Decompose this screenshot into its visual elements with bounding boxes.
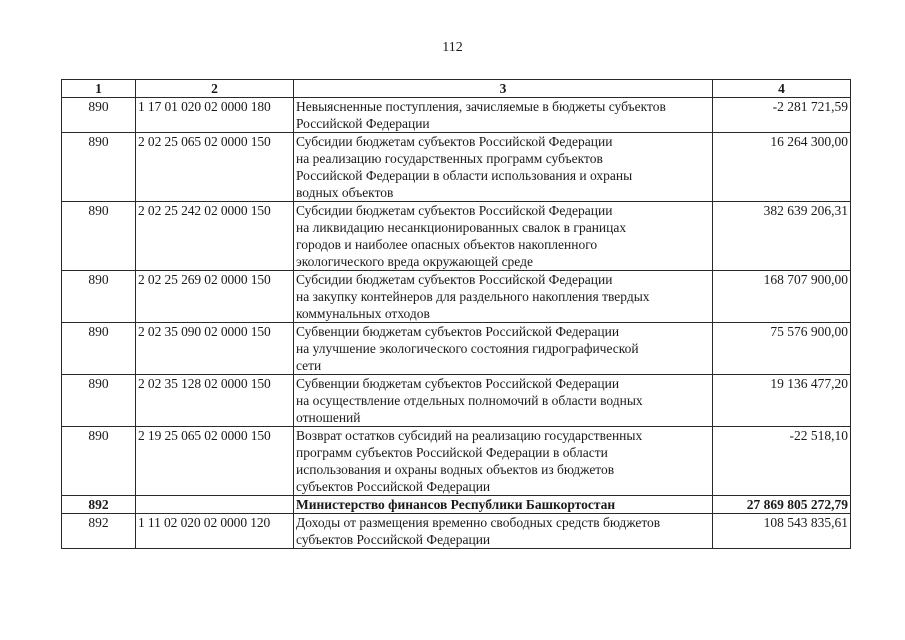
description-line: Российской Федерации в области использования и охраны xyxy=(296,168,633,183)
description-line: Субсидии бюджетам субъектов Российской Федерации xyxy=(296,272,613,287)
cell-amount: 108 543 835,61 xyxy=(713,514,851,549)
header-col-1: 1 xyxy=(62,80,136,98)
cell-budget-code: 2 02 25 242 02 0000 150 xyxy=(136,202,294,271)
table-row xyxy=(62,323,851,375)
cell-description xyxy=(294,496,713,514)
table-row xyxy=(62,98,851,133)
table-row-total xyxy=(62,496,851,514)
cell-description xyxy=(294,202,713,271)
cell-description xyxy=(294,323,713,375)
description-line: на улучшение экологического состояния гидрографической xyxy=(296,341,639,356)
description-line: Министерство финансов Республики Башкортостан xyxy=(296,497,616,512)
description-line: программ субъектов Российской Федерации в области xyxy=(296,445,608,460)
cell-amount: 382 639 206,31 xyxy=(713,202,851,271)
description-line: городов и наиболее опасных объектов накопленного xyxy=(296,237,598,252)
cell-admin-code: 892 xyxy=(62,514,136,549)
cell-admin-code: 890 xyxy=(62,375,136,427)
cell-admin-code: 890 xyxy=(62,323,136,375)
cell-budget-code: 2 02 25 269 02 0000 150 xyxy=(136,271,294,323)
description-line: Субсидии бюджетам субъектов Российской Федерации xyxy=(296,203,613,218)
description-line: Российской Федерации xyxy=(296,116,430,131)
cell-description xyxy=(294,427,713,496)
cell-amount: 75 576 900,00 xyxy=(713,323,851,375)
cell-amount: 19 136 477,20 xyxy=(713,375,851,427)
table-body xyxy=(62,98,851,549)
description-line: Субсидии бюджетам субъектов Российской Федерации xyxy=(296,134,613,149)
cell-budget-code xyxy=(136,496,294,514)
cell-amount: -2 281 721,59 xyxy=(713,98,851,133)
cell-description xyxy=(294,133,713,202)
description-line: сети xyxy=(296,358,322,373)
description-line: субъектов Российской Федерации xyxy=(296,532,491,547)
header-col-3: 3 xyxy=(294,80,713,98)
description-line: экологического вреда окружающей среде xyxy=(296,254,533,269)
description-line: Невыясненные поступления, зачисляемые в бюджеты субъектов xyxy=(296,99,666,114)
table-row xyxy=(62,202,851,271)
cell-admin-code: 890 xyxy=(62,427,136,496)
cell-budget-code: 2 02 35 128 02 0000 150 xyxy=(136,375,294,427)
description-line: на осуществление отдельных полномочий в области водных xyxy=(296,393,643,408)
description-line: Доходы от размещения временно свободных средств бюджетов xyxy=(296,515,661,530)
description-line: на ликвидацию несанкционированных свалок в границах xyxy=(296,220,627,235)
cell-budget-code: 1 11 02 020 02 0000 120 xyxy=(136,514,294,549)
cell-budget-code: 2 02 25 065 02 0000 150 xyxy=(136,133,294,202)
table-row xyxy=(62,427,851,496)
cell-description xyxy=(294,98,713,133)
cell-amount: 16 264 300,00 xyxy=(713,133,851,202)
cell-amount: 168 707 900,00 xyxy=(713,271,851,323)
description-line: коммунальных отходов xyxy=(296,306,430,321)
table-row xyxy=(62,271,851,323)
cell-admin-code: 890 xyxy=(62,98,136,133)
table-header-row xyxy=(62,80,851,98)
description-line: субъектов Российской Федерации xyxy=(296,479,491,494)
budget-revenue-table xyxy=(61,79,851,549)
cell-admin-code: 890 xyxy=(62,271,136,323)
description-line: на закупку контейнеров для раздельного накопления твердых xyxy=(296,289,650,304)
header-col-4: 4 xyxy=(713,80,851,98)
description-line: использования и охраны водных объектов из бюджетов xyxy=(296,462,615,477)
description-line: Возврат остатков субсидий на реализацию государственных xyxy=(296,428,643,443)
cell-admin-code: 890 xyxy=(62,202,136,271)
cell-admin-code: 892 xyxy=(62,496,136,514)
cell-description xyxy=(294,375,713,427)
table-row xyxy=(62,514,851,549)
table-row xyxy=(62,375,851,427)
table-row xyxy=(62,133,851,202)
description-line: отношений xyxy=(296,410,361,425)
cell-amount: -22 518,10 xyxy=(713,427,851,496)
description-line: Субвенции бюджетам субъектов Российской Федерации xyxy=(296,324,620,339)
cell-description xyxy=(294,514,713,549)
page-number: 112 xyxy=(442,40,463,55)
cell-amount: 27 869 805 272,79 xyxy=(713,496,851,514)
description-line: на реализацию государственных программ субъектов xyxy=(296,151,603,166)
cell-budget-code: 1 17 01 020 02 0000 180 xyxy=(136,98,294,133)
description-line: водных объектов xyxy=(296,185,394,200)
cell-budget-code: 2 02 35 090 02 0000 150 xyxy=(136,323,294,375)
description-line: Субвенции бюджетам субъектов Российской Федерации xyxy=(296,376,620,391)
cell-budget-code: 2 19 25 065 02 0000 150 xyxy=(136,427,294,496)
header-col-2: 2 xyxy=(136,80,294,98)
cell-admin-code: 890 xyxy=(62,133,136,202)
cell-description xyxy=(294,271,713,323)
